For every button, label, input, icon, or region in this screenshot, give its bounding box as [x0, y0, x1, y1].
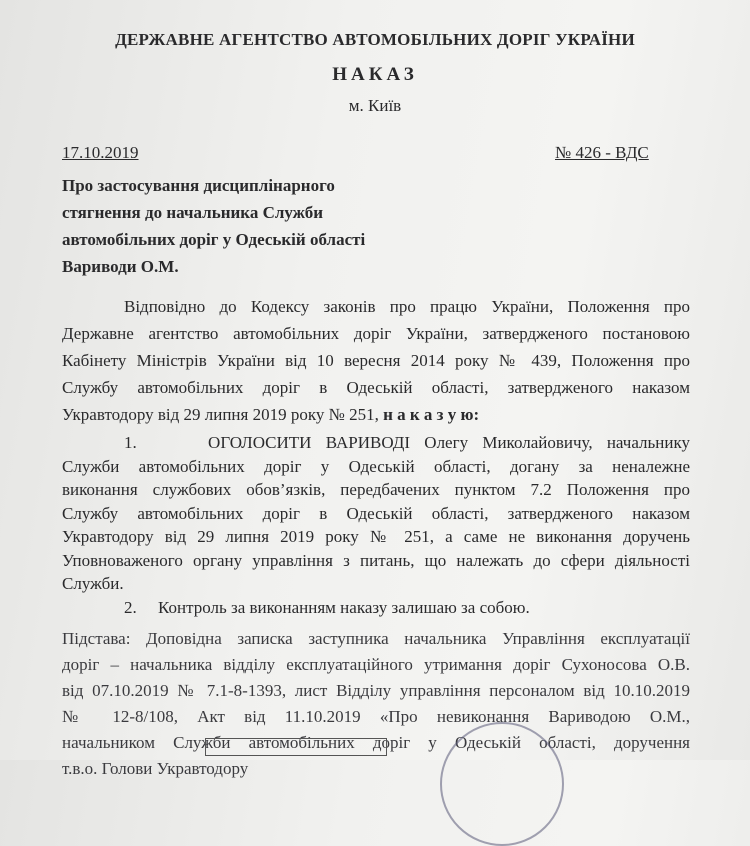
text-line: Укравтодору від 29 липня 2019 року № 251, а саме не виконання доручень [62, 527, 690, 546]
order-date: 17.10.2019 [62, 143, 139, 162]
subject-line: Про застосування дисциплінарного [62, 176, 335, 195]
document-type: НАКАЗ [332, 64, 418, 85]
overlay-box [205, 738, 387, 756]
text-line: від 07.10.2019 № 7.1-8-1393, лист Відділу управління персоналом від 10.10.2019 [62, 681, 690, 700]
text-line: Підстава: Доповідна записка заступника начальника Управління експлуатації [62, 629, 690, 648]
subject-line: стягнення до начальника Служби [62, 203, 324, 222]
subject-line: Вариводи О.М. [62, 257, 179, 276]
text-line: Служби автомобільних доріг у Одеській області, догану за неналежне [62, 456, 690, 476]
subject-line: автомобільних доріг у Одеській області [62, 230, 366, 249]
text-line: Кабінету Міністрів України від 10 вересня 2014 року № 439, Положення про [62, 351, 690, 370]
text-line: доріг – начальника відділу експлуатаційного утримання доріг Сухоносова О.В. [62, 655, 690, 674]
order-number: № 426 - ВДС [555, 143, 649, 162]
text-line: т.в.о. Голови Укравтодору [62, 759, 249, 778]
text-line: Службу автомобільних доріг в Одеській області, затвердженого наказом [62, 378, 690, 397]
text-line: Служби. [62, 574, 124, 593]
text-line: Відповідно до Кодексу законів про працю України, Положення про [124, 297, 690, 316]
text-line: Державне агентство автомобільних доріг України, затвердженого постановою [62, 324, 690, 343]
item-2-line: 2. Контроль за виконанням наказу залишаю за собою. [124, 597, 530, 617]
text-line: виконання службових обов’язків, передбачених пунктом 7.2 Положення про [62, 480, 690, 499]
text-line: Уповноваженого органу управління з питань, що належать до сфери діяльності [62, 550, 690, 570]
official-stamp [440, 722, 564, 846]
item-1-line: 1. ОГОЛОСИТИ ВАРИВОДІ Олегу Миколайовичу, начальнику [124, 433, 690, 452]
text-line: начальником Служби автомобільних доріг у Одеській області, доручення [62, 733, 690, 752]
basis-paragraph [62, 626, 690, 782]
agency-name: ДЕРЖАВНЕ АГЕНТСТВО АВТОМОБІЛЬНИХ ДОРІГ УКРАЇНИ [115, 30, 635, 49]
order-subject [62, 172, 690, 280]
preamble-paragraph [62, 293, 690, 428]
text-line [62, 401, 690, 428]
order-items [62, 431, 690, 619]
text-line: № 12-8/108, Акт від 11.10.2019 «Про невиконання Вариводою О.М., [62, 707, 690, 726]
city: м. Київ [348, 96, 402, 115]
text-line: Службу автомобільних доріг в Одеській області, затвердженого наказом [62, 503, 690, 523]
text-line-part: Укравтодору від 29 липня 2019 року № 251, [62, 405, 379, 424]
order-word: н а к а з у ю: [383, 405, 480, 424]
